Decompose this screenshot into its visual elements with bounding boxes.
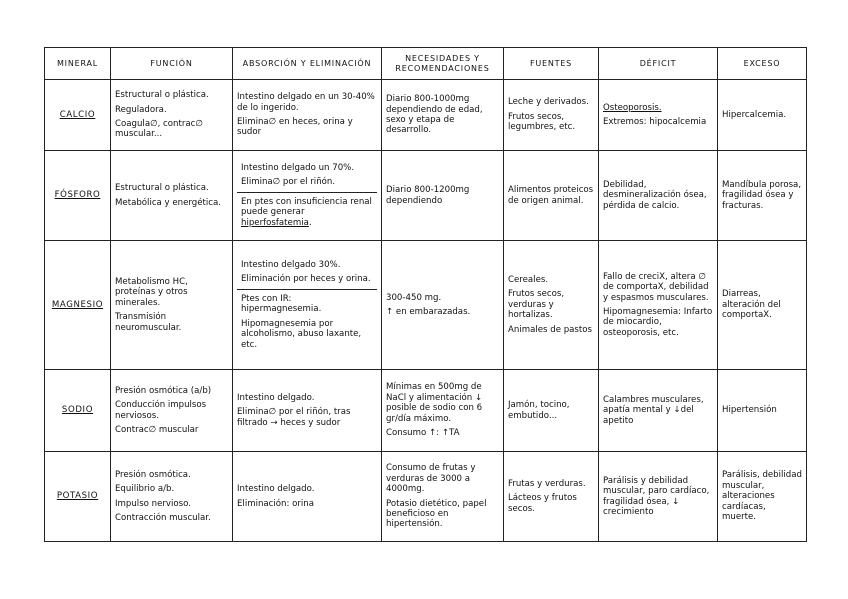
mineral-potasio[interactable]: POTASIO [45,452,111,542]
necesidades-calcio [382,80,504,151]
fuentes-sodio [504,370,599,452]
minerals-table [44,47,807,542]
mineral-magnesio[interactable]: MAGNESIO [45,241,111,370]
text-line: Presión osmótica. [115,469,191,480]
text-line: Parálisis, debilidad muscular, alteraciones cardíacas, muerte. [722,470,802,523]
text-line: Eliminación: orina [237,498,315,509]
text-line: Presión osmótica (a/b) [115,385,212,396]
text-line: Cereales. [508,274,549,285]
header-deficit: DÉFICIT [599,48,718,80]
text-line: Ptes con IR: hipermagnesemia. [241,293,322,315]
text-line: Hipomagnesemia: Infarto de miocardio, osteoporosis, etc. [603,307,713,338]
header-mineral: MINERAL [45,48,111,80]
header-funcion: FUNCIÓN [111,48,233,80]
text-line: Transmisión neuromuscular. [115,312,182,333]
text-line: Leche y derivados. [508,97,589,108]
text-line: Equilibrio a/b. [115,484,175,495]
header-row [45,48,807,80]
deficit-potasio [599,452,718,542]
absorcion-fosforo-a [237,159,377,192]
text-line: Parálisis y debilidad muscular, paro cardíaco, fragilidad ósea, ↓ crecimiento [603,475,710,517]
exceso-potasio [718,452,807,542]
text-line: Eliminación por heces y orina. [241,274,371,285]
text-line: Elimina∅ por el riñón, tras filtrado → heces y sudor [237,407,351,428]
text-line: Contrac∅ muscular [115,424,199,435]
necesidades-potasio [382,452,504,542]
text-line: Elimina∅ por el riñón. [241,177,336,188]
fuentes-potasio [504,452,599,542]
deficit-magnesio [599,241,718,370]
text-line: Intestino delgado. [237,484,315,495]
text-line: Contracción muscular. [115,512,211,523]
row-fosforo [45,151,807,241]
exceso-fosforo [718,151,807,241]
text-line: Consumo ↑: ↑TA [386,428,460,439]
text-line: Consumo de frutas y verduras de 3000 a 4000mg. [386,463,476,495]
absorcion-sodio [233,370,382,452]
row-potasio [45,452,807,542]
deficit-link-osteoporosis[interactable]: Osteoporosis. [603,102,662,113]
text-line: Estructural o plástica. [115,90,209,101]
funcion-potasio [111,452,233,542]
funcion-sodio [111,370,233,452]
row-calcio [45,80,807,151]
absorcion-potasio [233,452,382,542]
text-line: Reguladora. [115,104,167,115]
text-line: Frutas y verduras. [508,478,586,489]
necesidades-sodio [382,370,504,452]
text-line: Intestino delgado un 70%. [241,162,355,173]
text-line: Hipercalcemia. [722,109,787,120]
fuentes-fosforo [504,151,599,241]
row-magnesio [45,241,807,370]
necesidades-fosforo [382,151,504,241]
text-line: Extremos: hipocalcemia [603,117,707,127]
exceso-magnesio [718,241,807,370]
fuentes-magnesio [504,241,599,370]
funcion-calcio [111,80,233,151]
hiperfosfatemia-link[interactable]: hiperfosfatemia [241,217,309,228]
text-line: Metabolismo HC, proteínas y otros minerales. [115,276,188,308]
absorcion-calcio [233,80,382,151]
text-line: Diarreas, alteración del comportaX. [722,289,781,321]
absorcion-magnesio-b [237,289,377,354]
mineral-sodio[interactable]: SODIO [45,370,111,452]
header-exceso: EXCESO [718,48,807,80]
text-line: Metabólica y energética. [115,197,221,208]
text-fragment: En ptes con insuficiencia renal puede generar [241,196,372,218]
funcion-magnesio [111,241,233,370]
text-line: Alimentos proteicos de origen animal. [508,185,594,206]
exceso-sodio [718,370,807,452]
text-line: En ptes con insuficiencia renal puede generar hiperfosfatemia. [241,196,372,228]
text-line: Intestino delgado. [237,392,315,403]
text-line: Fallo de creciX, altera ∅ de comportaX, debilidad y espasmos musculares. [603,271,709,303]
header-fuentes: FUENTES [504,48,599,80]
text-line: Animales de pastos [508,324,593,335]
fuentes-calcio [504,80,599,151]
text-line: Hipertensión [722,405,777,416]
text-line: Intestino delgado 30%. [241,259,341,270]
absorcion-magnesio-a [237,256,377,289]
text-line: 300-450 mg. [386,292,442,303]
text-line: Conducción impulsos nerviosos. [115,400,207,421]
text-line: Jamón, tocino, embutido... [508,400,570,421]
mineral-calcio[interactable]: CALCIO [45,80,111,151]
deficit-fosforo [599,151,718,241]
mineral-fosforo[interactable]: FÓSFORO [45,151,111,241]
text-line: ↑ en embarazadas. [386,307,471,317]
header-absorcion: ABSORCIÓN Y ELIMINACIÓN [233,48,382,80]
text-line: Lácteos y frutos secos. [508,493,577,514]
text-line: Frutos secos, legumbres, etc. [508,111,576,133]
text-line: Hipomagnesemia por alcoholismo, abuso laxante, etc. [241,318,362,350]
necesidades-magnesio [382,241,504,370]
deficit-sodio [599,370,718,452]
text-line: Intestino delgado en un 30-40% de lo ingerido. [237,92,375,113]
text-line: Estructural o plástica. [115,183,209,194]
text-line: Mandíbula porosa, fragilidad ósea y fracturas. [722,179,802,211]
text-line: Frutos secos, verduras y hortalizas. [508,289,565,321]
absorcion-magnesio [233,241,382,370]
funcion-fosforo [111,151,233,241]
exceso-calcio [718,80,807,151]
text-line: Elimina∅ en heces, orina y sudor [237,117,353,138]
text-line: Mínimas en 500mg de NaCl y alimentación ↓ posible de sodio con 6 gr/día máximo. [386,382,483,424]
row-sodio [45,370,807,452]
text-line: Diario 800-1000mg dependiendo de edad, sexo y etapa de desarrollo. [386,94,483,136]
absorcion-fosforo [233,151,382,241]
text-line: Debilidad, desmineralización ósea, pérdida de calcio. [603,179,707,211]
text-line: Calambres musculares, apatía mental y ↓del apetito [603,394,704,426]
header-necesidades: NECESIDADES Y RECOMENDACIONES [382,48,504,80]
text-line: Coagula∅, contrac∅ muscular... [115,119,203,140]
text-line: Potasio dietético, papel beneficioso en hipertensión. [386,498,487,530]
text-line: Diario 800-1200mg dependiendo [386,185,470,206]
text-line: Impulso nervioso. [115,498,191,509]
deficit-calcio [599,80,718,151]
absorcion-fosforo-b [237,192,377,232]
